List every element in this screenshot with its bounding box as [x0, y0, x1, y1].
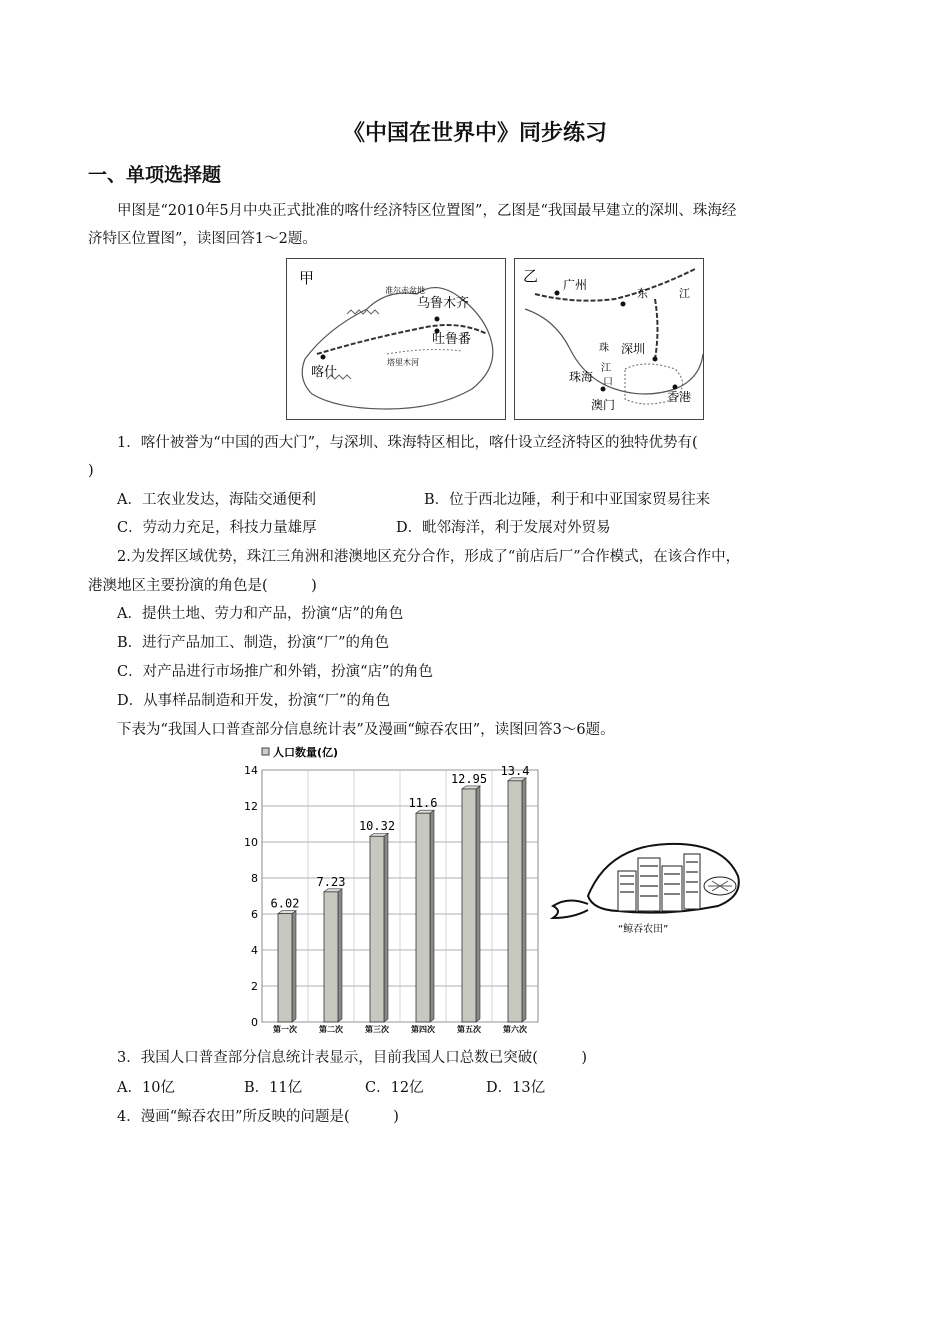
y-tick-label: 0	[251, 1016, 258, 1029]
map-label-zhu: 珠	[599, 343, 609, 354]
q1-text-cont: )	[88, 463, 94, 479]
map-label-zhuhai: 珠海	[569, 370, 594, 384]
map-label-jiang2: 江	[601, 363, 611, 374]
map-kashgar-drawing	[287, 259, 505, 419]
x-tick-label: 第三次	[365, 1025, 389, 1034]
map-label-tarim-river: 塔里木河	[387, 358, 419, 367]
bar-side	[338, 889, 342, 1022]
bar	[278, 914, 292, 1022]
map-pearl-river-delta	[514, 258, 704, 420]
bar	[324, 892, 338, 1022]
q2-text-cont: 港澳地区主要扮演的角色是( )	[88, 578, 317, 594]
bar-side	[522, 778, 526, 1022]
bar-value-label: 6.02	[270, 896, 300, 911]
x-tick-label: 第四次	[411, 1025, 435, 1034]
cartoon-caption: “鲸吞农田”	[618, 924, 669, 935]
map-label-turpan: 吐鲁番	[432, 332, 472, 347]
bar-side	[430, 810, 434, 1022]
intro-text-2: 下表为“我国人口普查部分信息统计表”及漫画“鲸吞农田”，读图回答3～6题。	[117, 722, 615, 738]
y-tick-label: 4	[251, 944, 258, 957]
x-tick-label: 第一次	[273, 1025, 297, 1034]
y-tick-label: 6	[251, 908, 258, 921]
q3-option-a[interactable]: A．10亿	[117, 1080, 175, 1096]
y-tick-label: 10	[244, 836, 258, 849]
legend-swatch	[262, 748, 269, 755]
q2-option-d[interactable]: D．从事样品制造和开发，扮演“厂”的角色	[117, 693, 390, 709]
bar-value-label: 7.23	[316, 874, 346, 889]
q1-option-d[interactable]: D．毗邻海洋，利于发展对外贸易	[396, 520, 611, 536]
section-heading: 一、单项选择题	[88, 164, 222, 186]
q2-option-a[interactable]: A．提供土地、劳力和产品，扮演“店”的角色	[117, 606, 404, 622]
map-panel-label: 乙	[523, 267, 539, 285]
bar	[370, 836, 384, 1022]
whale-cartoon	[548, 836, 748, 936]
intro-text-1b: 济特区位置图”，读图回答1～2题。	[88, 231, 317, 247]
bar-side	[476, 786, 480, 1022]
q1-option-a[interactable]: A．工农业发达，海陆交通便利	[117, 492, 316, 508]
y-tick-label: 8	[251, 872, 258, 885]
bar-value-label: 10.32	[358, 819, 396, 834]
map-label-jiang: 江	[679, 287, 690, 300]
page-title: 《中国在世界中》同步练习	[342, 121, 607, 146]
map-label-basin: 准尔赤盆地	[385, 286, 425, 295]
q2-option-c[interactable]: C．对产品进行市场推广和外销，扮演“店”的角色	[117, 664, 433, 680]
bar	[508, 781, 522, 1022]
q3-option-b[interactable]: B．11亿	[244, 1080, 303, 1096]
q2-text: 2.为发挥区域优势，珠江三角洲和港澳地区充分合作，形成了“前店后厂”合作模式，在该合作中，	[117, 549, 741, 565]
map-label-hongkong: 香港	[667, 390, 692, 404]
map-label-kou: 口	[603, 377, 613, 388]
building-3	[662, 866, 682, 911]
q2-option-b[interactable]: B．进行产品加工、制造，扮演“厂”的角色	[117, 635, 389, 651]
q1-option-c[interactable]: C．劳动力充足，科技力量雄厚	[117, 520, 317, 536]
map-kashgar	[286, 258, 506, 420]
q4-text: 4．漫画“鲸吞农田”所反映的问题是( )	[117, 1109, 399, 1125]
population-census-chart	[240, 742, 545, 1034]
bar-value-label: 11.6	[408, 796, 438, 811]
whale-tail	[553, 900, 588, 918]
map-label-kashgar: 喀什	[311, 365, 338, 380]
map-label-macau: 澳门	[591, 398, 616, 412]
q3-option-c[interactable]: C．12亿	[365, 1080, 424, 1096]
building-1	[618, 871, 636, 911]
map-label-guangzhou: 广州	[563, 278, 588, 292]
x-tick-label: 第二次	[319, 1025, 343, 1034]
map-panel-label: 甲	[299, 269, 315, 287]
y-tick-label: 12	[244, 800, 258, 813]
q3-text: 3．我国人口普查部分信息统计表显示，目前我国人口总数已突破( )	[117, 1050, 588, 1066]
map-prd-drawing	[515, 259, 703, 419]
bar-value-label: 13.4	[500, 763, 530, 778]
bar-side	[384, 833, 388, 1022]
bar	[416, 813, 430, 1022]
map-label-urumqi: 乌鲁木齐	[417, 296, 470, 311]
x-tick-label: 第六次	[503, 1025, 527, 1034]
y-tick-label: 2	[251, 980, 258, 993]
q1-text: 1．喀什被誉为“中国的西大门”，与深圳、珠海特区相比，喀什设立经济特区的独特优势有(	[117, 435, 698, 451]
q3-option-d[interactable]: D．13亿	[486, 1080, 546, 1096]
chart-legend: 人口数量(亿)	[273, 746, 339, 759]
bar-value-label: 12.95	[450, 771, 488, 786]
x-tick-label: 第五次	[457, 1025, 481, 1034]
bar-side	[292, 911, 296, 1022]
bar	[462, 789, 476, 1022]
q1-option-b[interactable]: B．位于西北边陲，利于和中亚国家贸易往来	[424, 492, 711, 508]
map-label-dong: 东	[637, 287, 648, 300]
intro-text-1a: 甲图是“2010年5月中央正式批准的喀什经济特区位置图”，乙图是“我国最早建立的深圳、珠海经	[117, 203, 737, 219]
map-label-shenzhen: 深圳	[621, 342, 646, 356]
y-tick-label: 14	[244, 764, 258, 777]
